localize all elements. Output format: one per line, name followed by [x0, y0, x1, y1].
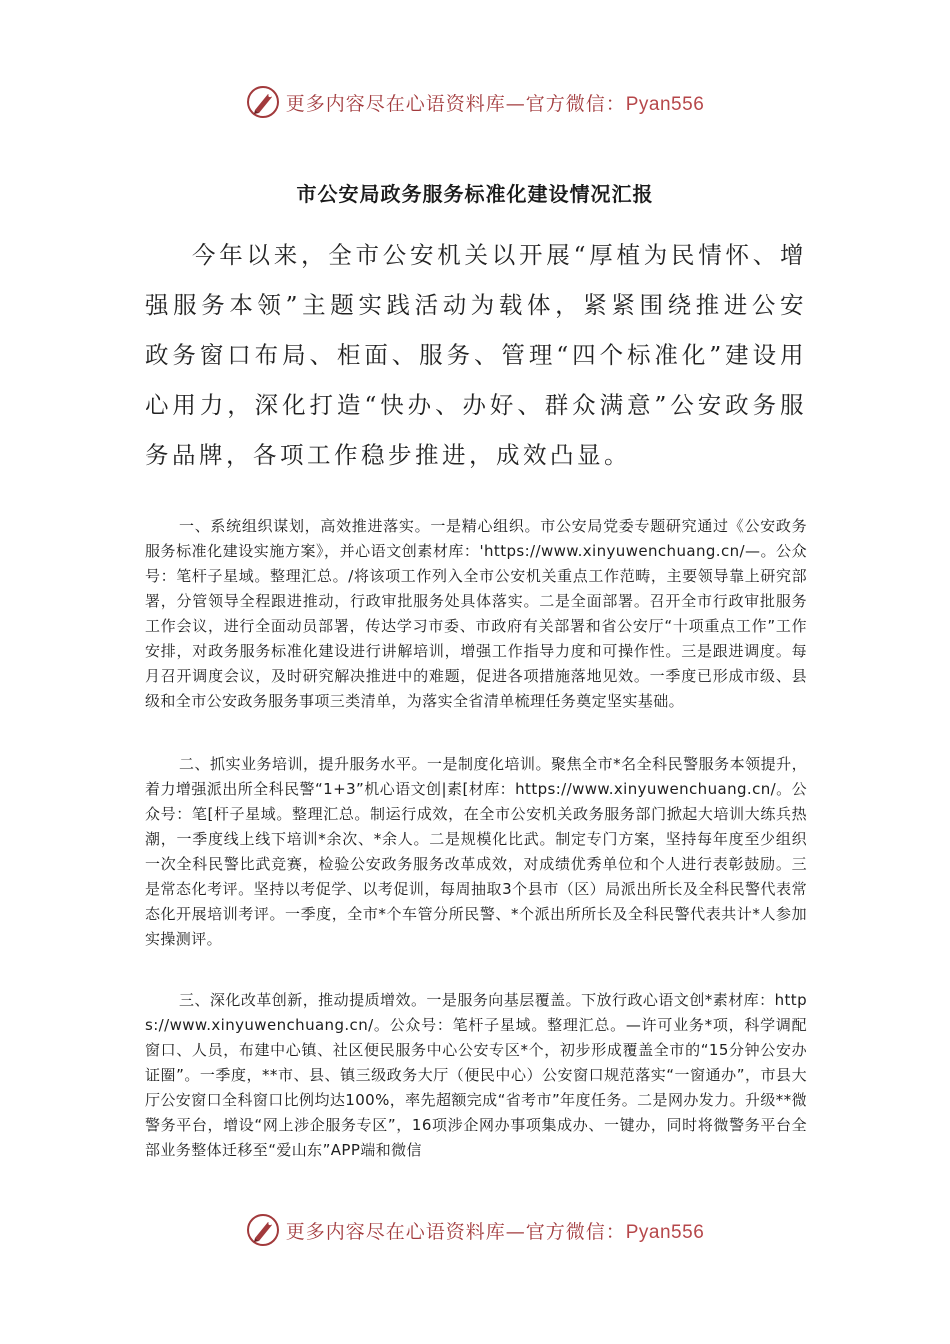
footer-banner — [0, 1208, 950, 1252]
document-title: 市公安局政务服务标准化建设情况汇报 — [296, 182, 654, 206]
wechat-id: Pyan556 — [625, 93, 705, 115]
banner-text: 更多内容尽在心语资料库—官方微信：Pyan556 — [285, 92, 705, 115]
body-paragraph-1: 一、系统组织谋划，高效推进落实。一是精心组织。市公安局党委专题研究通过《公安政务服务标准化建设实施方案》，并心语文创素材库：'https://www.xinyuwenchuang.cn/—。公众号：笔杆子星域。整理汇总。/将该项工作列入全市公安机关重点工作范畴，主要领导靠上研究部署，分管领导全程跟进推动，行政审批服务处具体落实。二是全面部署。召开全市行政审批服务工作会议，进行全面动员部署，传达学习市委、市政府有关部署和省公安厅“十项重点工作”工作安排，对政务服务标准化建设进行讲解培训，增强工作指导力度和可操作性。三是跟进调度。每月召开调度会议，及时研究解决推进中的难题，促进各项措施落地见效。一季度已形成市级、县级和全市公安政务服务事项三类清单，为落实全省清单梳理任务奠定坚实基础。 — [145, 517, 807, 710]
pen-logo-icon — [246, 85, 280, 119]
header-banner — [0, 80, 950, 124]
body-paragraph-3: 三、深化改革创新，推动提质增效。一是服务向基层覆盖。下放行政心语文创*素材库：https://www.xinyuwenchuang.cn/。公众号：笔杆子星域。整理汇总。—许可业务*项，科学调配窗口、人员，布建中心镇、社区便民服务中心公安专区*个，初步形成覆盖全市的“15分钟公安办证圈”。一季度，**市、县、镇三级政务大厅（便民中心）公安窗口规范落实“一窗通办”，市县大厅公安窗口全科窗口比例均达100%，率先超额完成“省考市”年度任务。二是网办发力。升级**微警务平台，增设“网上涉企服务专区”，16项涉企网办事项集成办、一键办，同时将微警务平台全部业务整体迁移至“爱山东”APP端和微信 — [145, 991, 807, 1159]
pen-logo-icon — [246, 1213, 280, 1247]
body-paragraph-2: 二、抓实业务培训，提升服务水平。一是制度化培训。聚焦全市*名全科民警服务本领提升，着力增强派出所全科民警“1+3”机心语文创|素[材库：https://www.xinyuwenchuang.cn/。公众号：笔[杆子星域。整理汇总。制运行成效，在全市公安机关政务服务部门掀起大培训大练兵热潮，一季度线上线下培训*余次、*余人。二是规模化比武。制定专门方案，坚持每年度至少组织一次全科民警比武竞赛，检验公安政务服务改革成效，对成绩优秀单位和个人进行表彰鼓励。三是常态化考评。坚持以考促学、以考促训，每周抽取3个县市（区）局派出所长及全科民警代表常态化开展培训考评。一季度，全市*个车管分所民警、*个派出所所长及全科民警代表共计*人参加实操测评。 — [145, 755, 807, 948]
wechat-id: Pyan556 — [625, 1221, 705, 1243]
lead-paragraph: 今年以来，全市公安机关以开展“厚植为民情怀、增强服务本领”主题实践活动为载体，紧紧围绕推进公安政务窗口布局、柜面、服务、管理“四个标准化”建设用心用力，深化打造“快办、办好、群众满意”公安政务服务品牌，各项工作稳步推进，成效凸显。 — [145, 241, 807, 469]
banner-text: 更多内容尽在心语资料库—官方微信：Pyan556 — [285, 1220, 705, 1243]
